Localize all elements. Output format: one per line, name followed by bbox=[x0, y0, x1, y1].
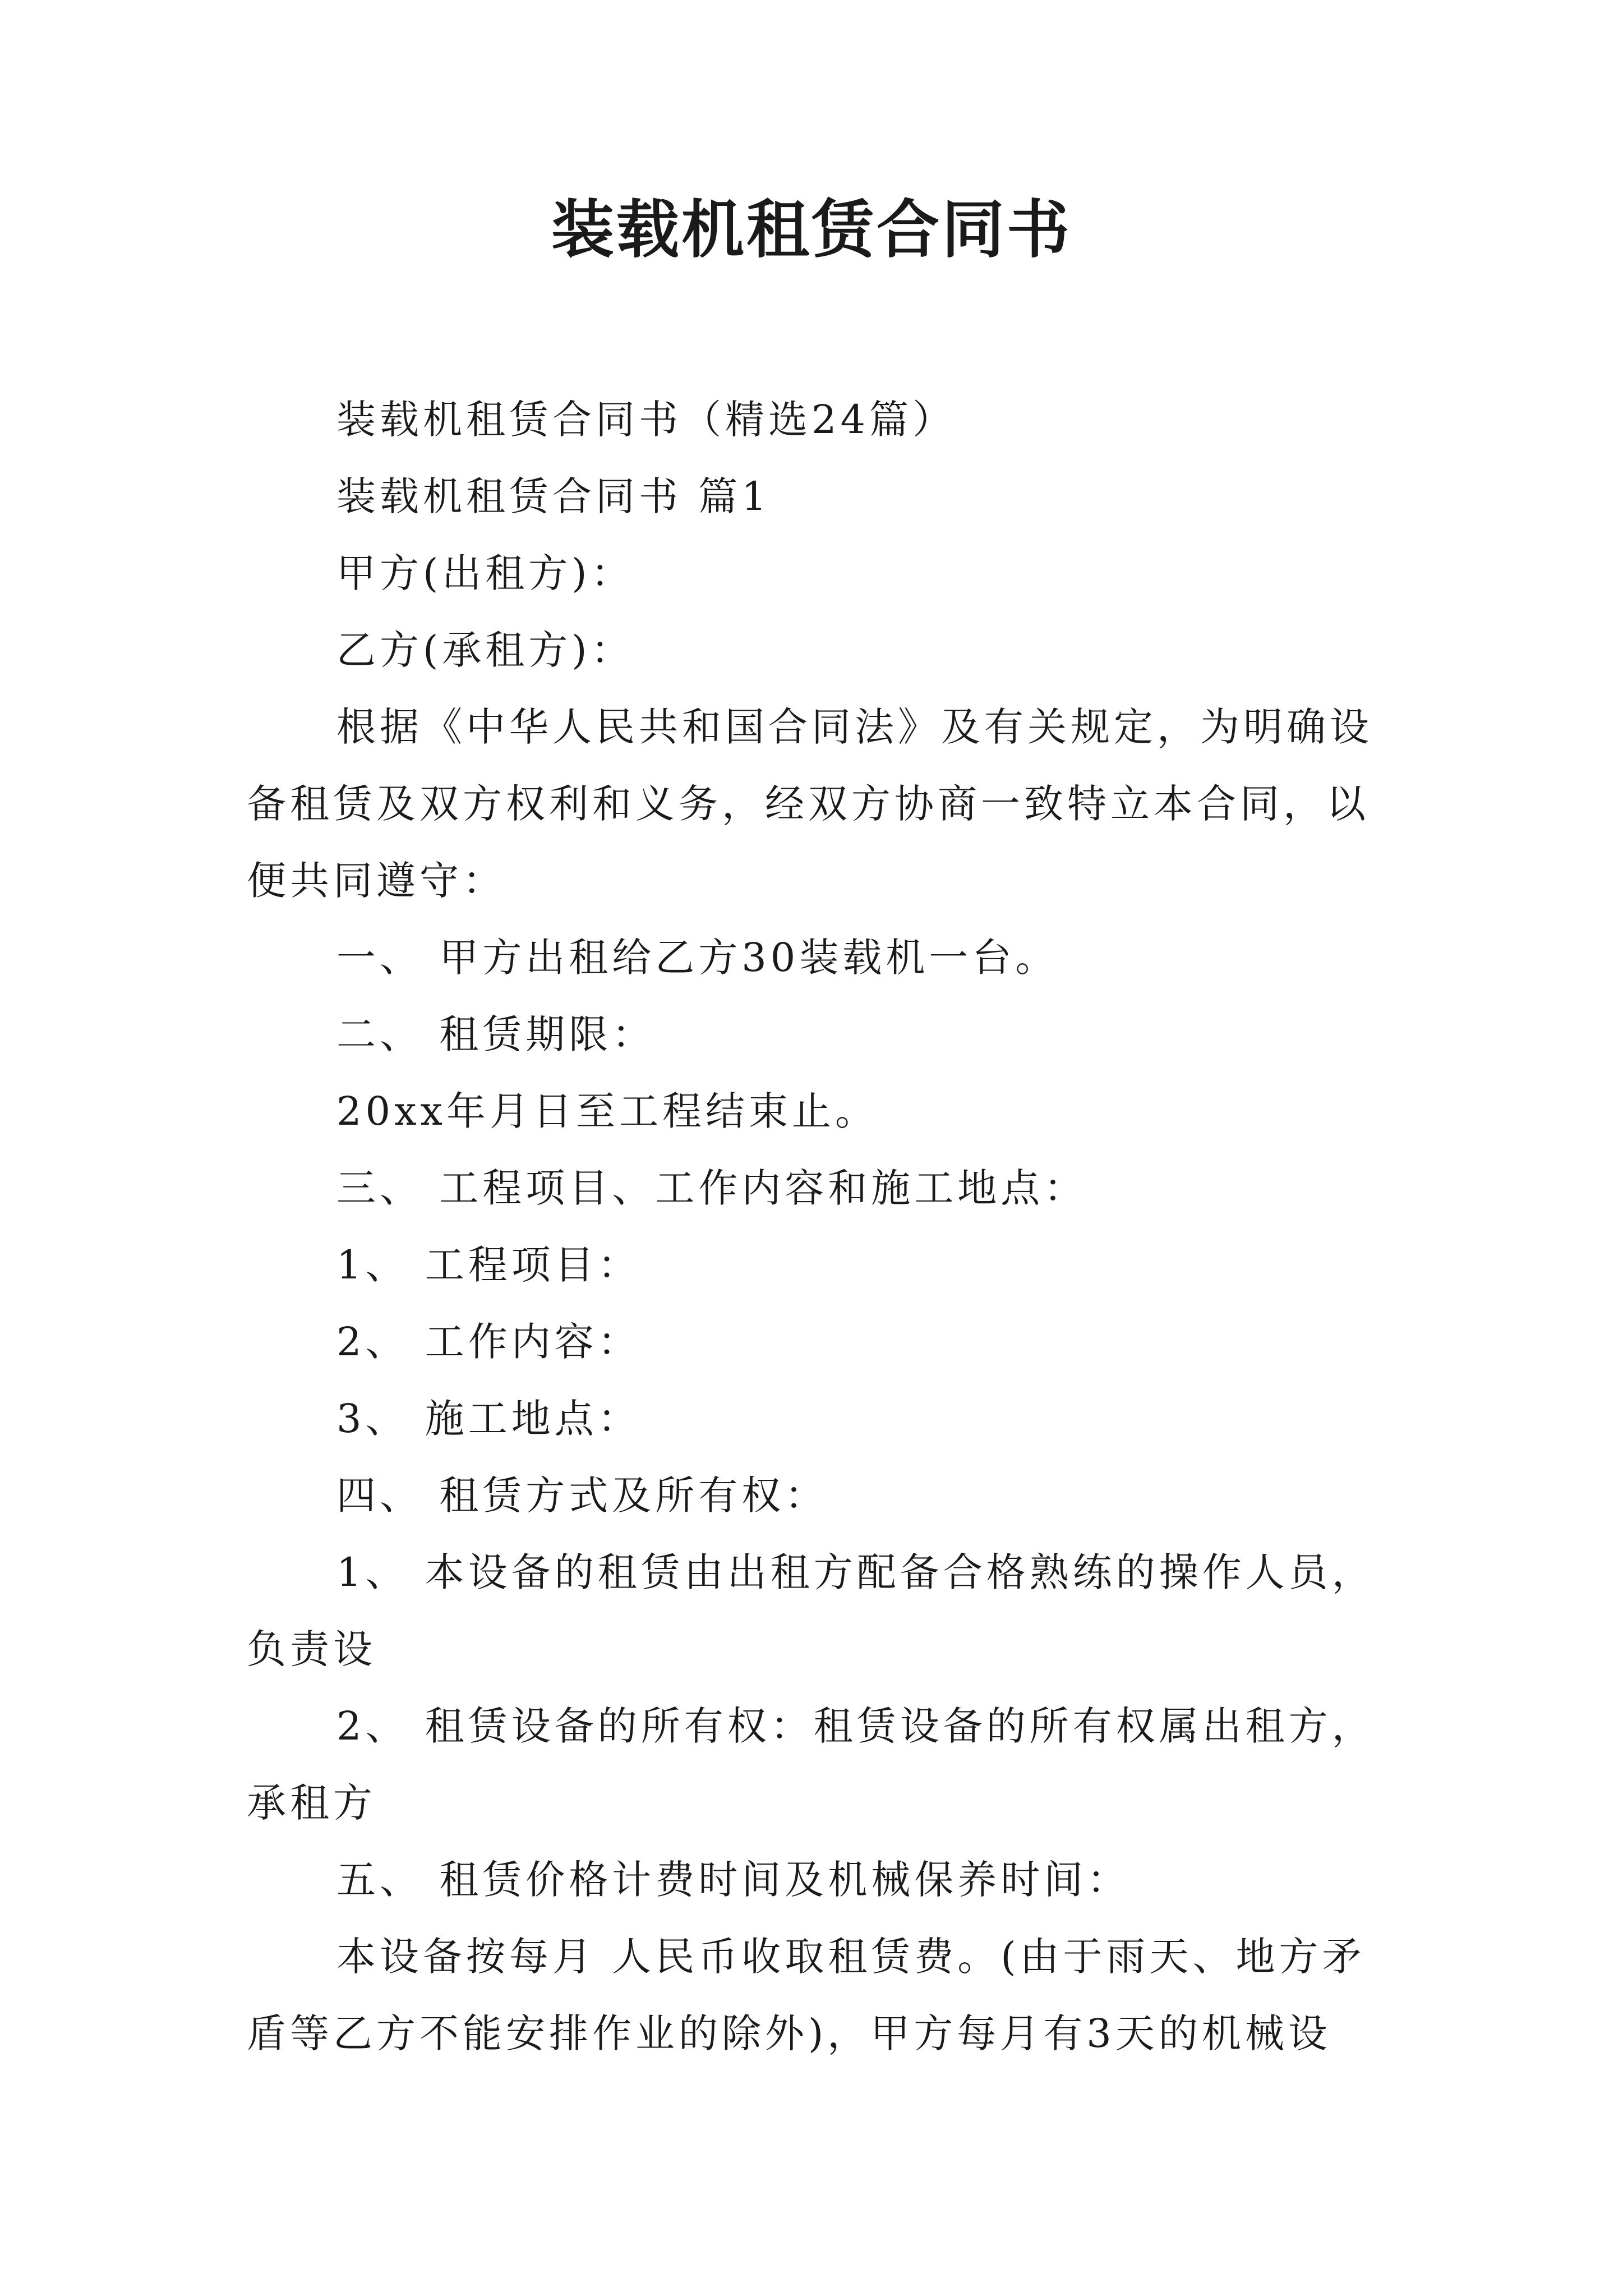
paragraph-section-heading: 装载机租赁合同书 篇1 bbox=[336, 473, 771, 519]
paragraph-item-location: 3、 施工地点： bbox=[336, 1396, 641, 1442]
paragraph-clause-3: 三、 工程项目、工作内容和施工地点： bbox=[336, 1165, 1087, 1211]
paragraph-item-project: 1、 工程项目： bbox=[336, 1242, 641, 1288]
paragraph-party-b: 乙方(承租方)： bbox=[336, 627, 634, 673]
paragraph-party-a: 甲方(出租方)： bbox=[336, 550, 634, 596]
paragraph-item-operator: 1、 本设备的租赁由出租方配备合格熟练的操作人员，负责设 bbox=[247, 1549, 1375, 1672]
paragraph-clause-1: 一、 甲方出租给乙方30装载机一台。 bbox=[336, 935, 1059, 981]
paragraph-item-ownership: 2、 租赁设备的所有权：租赁设备的所有权属出租方，承租方 bbox=[247, 1703, 1375, 1826]
paragraph-preamble: 根据《中华人民共和国合同法》及有关规定，为明确设备租赁及双方权利和义务，经双方协商一致特立本合同，以便共同遵守： bbox=[247, 704, 1373, 904]
paragraph-collection-title: 装载机租赁合同书（精选24篇） bbox=[336, 397, 956, 443]
paragraph-lease-period: 20xx年月日至工程结束止。 bbox=[336, 1088, 879, 1134]
paragraph-clause-5: 五、 租赁价格计费时间及机械保养时间： bbox=[336, 1857, 1131, 1903]
paragraph-clause-2: 二、 租赁期限： bbox=[336, 1011, 656, 1057]
document-body bbox=[247, 381, 1385, 2072]
paragraph-pricing: 本设备按每月 人民币收取租赁费。(由于雨天、地方矛盾等乙方不能安排作业的除外)，甲方每月有3天的机械设 bbox=[247, 1934, 1366, 2056]
paragraph-clause-4: 四、 租赁方式及所有权： bbox=[336, 1473, 828, 1519]
paragraph-item-content: 2、 工作内容： bbox=[336, 1319, 641, 1365]
document-title: 装载机租赁合同书 bbox=[551, 193, 1072, 266]
